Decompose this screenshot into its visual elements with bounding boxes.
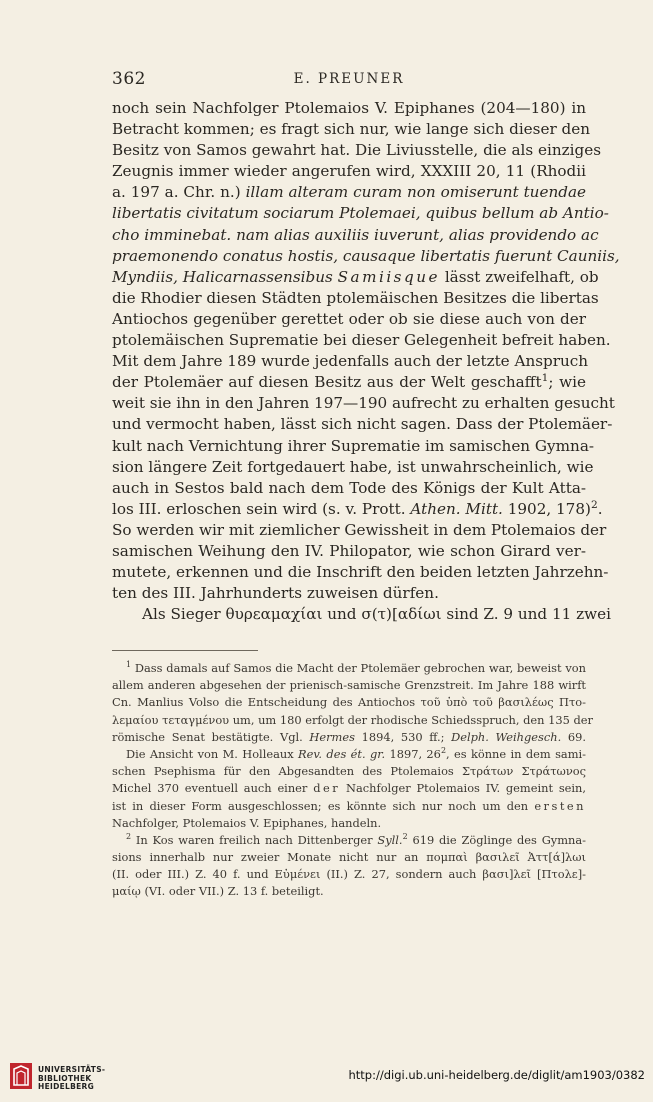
text-segment: 619 die Zöglinge des Gymna- [412,832,587,847]
text-segment: 1894, 530 ff.; [361,729,445,744]
text-line [112,267,599,288]
text-segment: In Kos waren freilich nach Dittenberger [135,832,373,847]
footnote-line: sions innerhalb nur zweier Monate nicht nur an πομπαὶ βασιλεῖ Ἀττ[ά]λωι [112,850,586,865]
text-line [112,372,586,393]
footnote-marker: 2 [402,832,408,842]
text-segment: , es könne in dem sami- [446,746,586,761]
latin-quote-line: cho imminebat. nam alias auxiliis iuverunt, alias providendo ac [112,225,599,244]
text-segment: ist in dieser Form ausgeschlossen; es könnte sich nur noch um den [112,798,529,813]
main-text [112,98,620,625]
text-line: und vermocht haben, lässt sich nicht sagen. Dass der Ptolemäer- [112,415,613,434]
library-name-line: BIBLIOTHEK [38,1073,92,1083]
citation: Rev. des ét. gr. [298,746,386,761]
footnote-line: λεμαίου τεταγμένου um, um 180 erfolgt der rhodische Schiedsspruch, den 135 der [112,712,593,727]
text-segment: römische Senat bestätigte. Vgl. [112,729,303,744]
text-line: weit sie ihn in den Jahren 197—190 aufrecht zu erhalten gesucht [112,394,615,413]
text-line: die Rhodier diesen Städten ptolemäischen Besitzes die libertas [112,288,599,307]
text-line: So werden wir mit ziemlicher Gewissheit in dem Ptolemaios der [112,520,607,539]
text-segment: Michel 370 eventuell auch einer [112,781,308,796]
footnote-line: μαίῳ (VI. oder VII.) Z. 13 f. beteiligt. [112,884,324,899]
page-number: 362 [112,69,146,89]
footnote-line [112,780,586,797]
text-segment: 1902, 178) [507,499,591,518]
latin-quote: illam alteram curam non omiserunt tuendae [245,183,586,202]
text-segment: 69. [567,729,587,744]
library-name [38,1066,105,1092]
heidelberg-library-logo-icon [10,1063,32,1089]
footnote-line: Cn. Manlius Volso die Entscheidung des Antiochos τοῦ ὑπὸ τοῦ βασιλέως Πτο- [112,695,586,710]
footnote-line: allem anderen abgesehen der prienisch-samische Grenzstreit. Im Jahre 188 wirft [112,678,586,693]
footnote-line [112,660,586,677]
spaced-emphasis: ersten [534,798,586,813]
footnote-marker: 2 [126,832,132,842]
footnote-line [112,832,586,849]
footnote-divider [112,650,258,651]
running-title: E. PREUNER [293,71,405,87]
latin-quote: Myndiis, Halicarnassensibus [112,267,333,286]
footnote-line [112,798,586,815]
footnote-line: schen Psephisma für den Abgesandten des Ptolemaios Στράτων Στράτωνος [112,764,586,779]
citation: Athen. Mitt. [410,499,503,518]
latin-quote-line: praemonendo conatus hostis, causaque libertatis fuerunt Cauniis, [112,246,620,265]
text-segment: los III. erloschen sein wird (s. v. Prott. [112,499,406,518]
text-segment: Die Ansicht von M. Holleaux [126,746,294,761]
page-header [112,69,586,91]
text-line: ptolemäischen Suprematie bei dieser Gelegenheit befreit haben. [112,331,611,350]
spaced-emphasis: der [313,781,341,796]
footnote-line: Nachfolger, Ptolemaios V. Epiphanes, handeln. [112,815,382,830]
footnote-line: (II. oder III.) Z. 40 f. und Εὐμένει (II.) Z. 27, sondern auch βασι]λεῖ [Πτολε]- [112,867,586,882]
footnote-line [112,729,586,746]
text-segment: ; wie [548,373,586,392]
text-line: Besitz von Samos gewahrt hat. Die Liviusstelle, die als einziges [112,141,601,160]
text-line: Als Sieger θυρεαμαχίαι und σ(τ)[αδίωι sind Z. 9 und 11 zwei [142,605,611,624]
citation: Delph. Weihgesch. [451,729,562,744]
text-line: Antiochos gegenüber gerettet oder ob sie diese auch von der [112,309,586,328]
text-segment: a. 197 a. Chr. n.) [112,183,241,202]
text-segment: 1897, 26 [389,746,441,761]
text-line: mutete, erkennen und die Inschrift den beiden letzten Jahrzehn- [112,563,609,582]
text-line: auch in Sestos bald nach dem Tode des Königs der Kult Atta- [112,478,586,497]
text-line: samischen Weihung den IV. Philopator, wie schon Girard ver- [112,541,586,560]
spaced-emphasis: Samiisque [337,267,440,286]
citation: Hermes [309,729,355,744]
text-line [112,182,586,203]
source-url-link[interactable]: http://digi.ub.uni-heidelberg.de/diglit/am1903/0382 [348,1068,645,1082]
text-segment: Dass damals auf Samos die Macht der Ptolemäer gebrochen war, beweist von [134,661,586,675]
text-line [112,497,603,520]
text-segment: der Ptolemäer auf diesen Besitz aus der Welt geschafft [112,373,542,392]
latin-quote-line: libertatis civitatum sociarum Ptolemaei, quibus bellum ab Antio- [112,204,609,223]
digitization-footer [0,1050,653,1102]
footnote-ref[interactable]: 2 [590,497,598,511]
footnote-marker: 1 [126,660,132,670]
footnote-marker: 2 [440,746,447,756]
text-line: Betracht kommen; es fragt sich nur, wie lange sich dieser den [112,120,591,139]
library-name-line: UNIVERSITÄTS- [38,1065,106,1074]
text-line: Mit dem Jahre 189 wurde jedenfalls auch der letzte Anspruch [112,352,589,371]
footnotes [112,660,593,901]
citation: Syll. [377,832,403,847]
text-line: Zeugnis immer wieder angerufen wird, XXXIII 20, 11 (Rhodii [112,162,586,181]
text-segment: lässt zweifelhaft, ob [444,267,599,286]
text-segment: Nachfolger Ptolemaios IV. gemeint sein, [346,781,587,796]
text-segment: . [597,499,603,518]
text-line: sion längere Zeit fortgedauert habe, ist unwahrscheinlich, wie [112,457,594,476]
library-name-line: HEIDELBERG [38,1082,95,1092]
text-line: ten des III. Jahrhunderts zuweisen dürfen. [112,584,439,603]
text-line: noch sein Nachfolger Ptolemaios V. Epiphanes (204—180) in [112,99,586,117]
footnote-line [112,746,586,763]
text-line: kult nach Vernichtung ihrer Suprematie im samischen Gymna- [112,436,595,455]
footnote-ref[interactable]: 1 [541,371,549,385]
